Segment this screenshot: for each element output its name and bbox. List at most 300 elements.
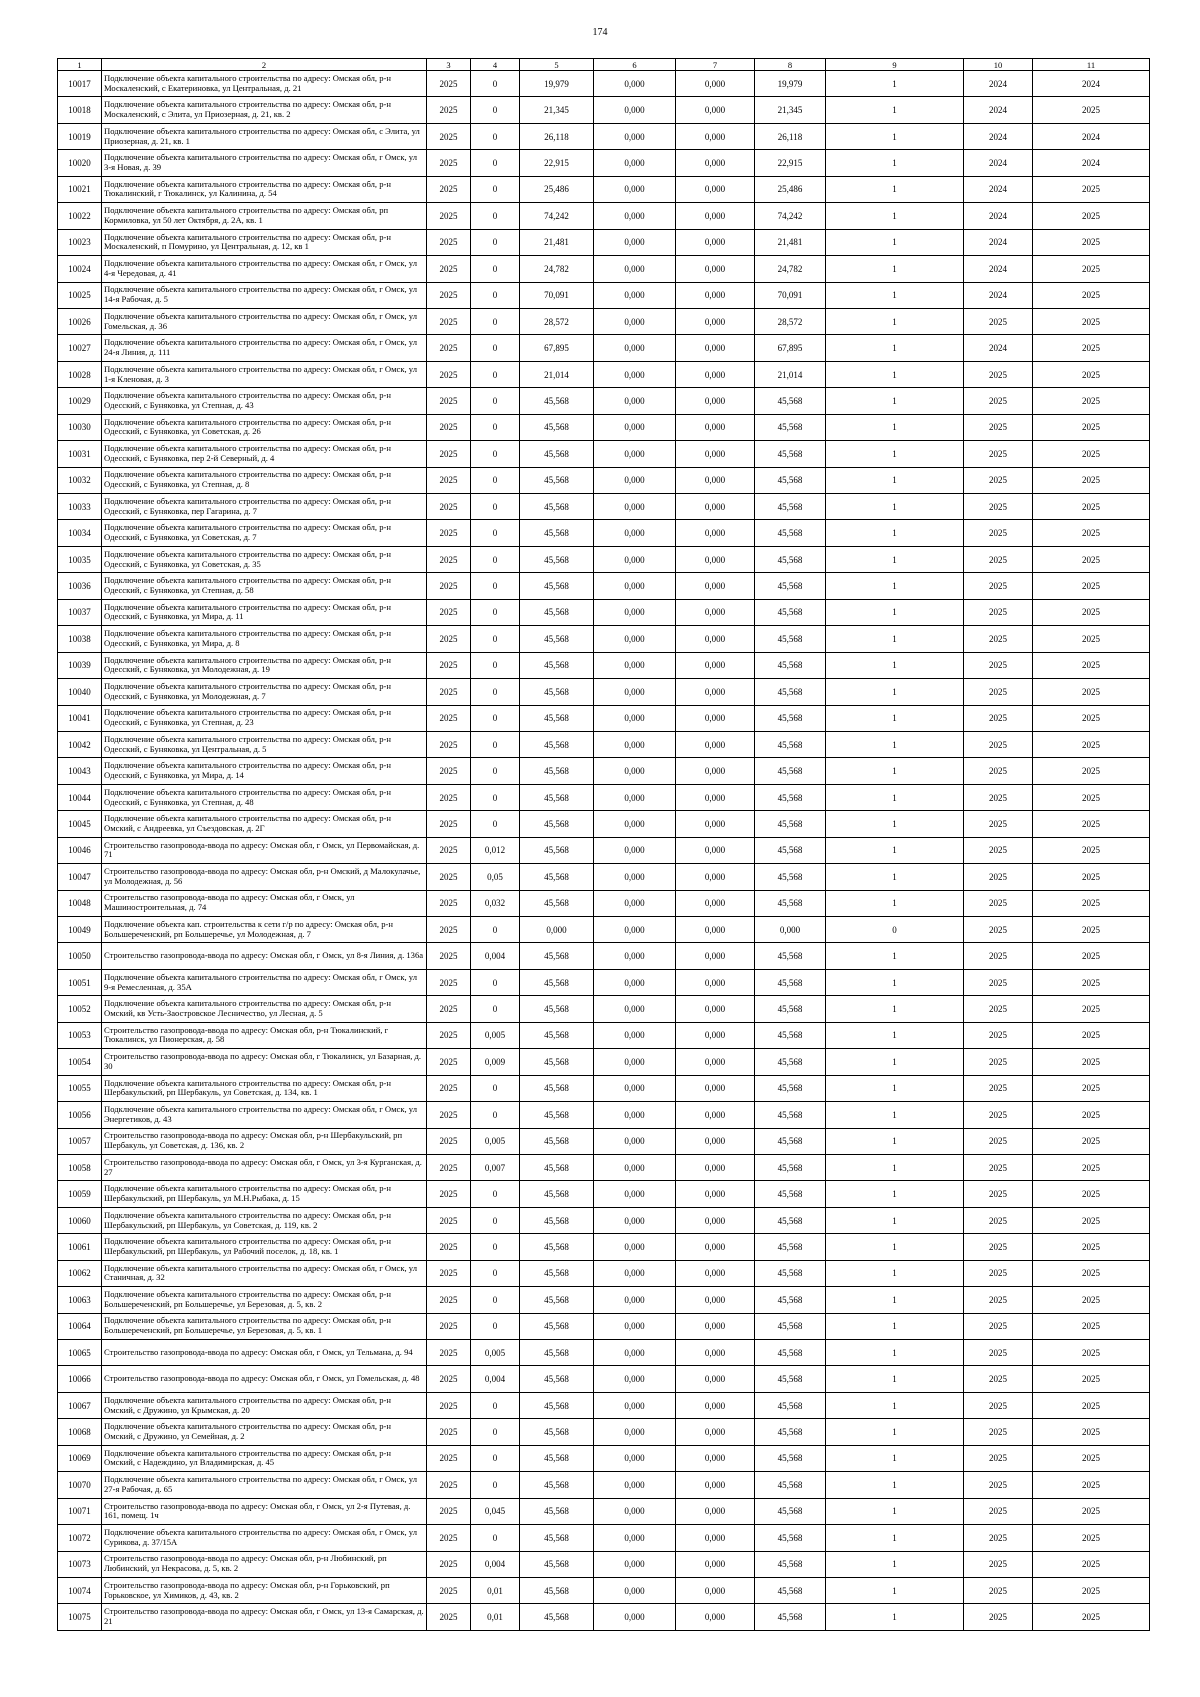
table-row xyxy=(58,1340,1150,1366)
col10-cell: 2024 xyxy=(964,335,1033,361)
col5-cell: 45,568 xyxy=(520,520,594,546)
row-id-cell: 10027 xyxy=(58,335,102,361)
year-cell: 2025 xyxy=(427,361,471,387)
col7-cell: 0,000 xyxy=(676,256,755,282)
year-cell: 2025 xyxy=(427,97,471,123)
row-id-cell: 10031 xyxy=(58,441,102,467)
col7-cell: 0,000 xyxy=(676,731,755,757)
col9-cell: 1 xyxy=(826,731,964,757)
col7-cell: 0,000 xyxy=(676,441,755,467)
row-id-cell: 10069 xyxy=(58,1445,102,1471)
col6-cell: 0,000 xyxy=(594,679,676,705)
col5-cell: 45,568 xyxy=(520,441,594,467)
col10-cell: 2025 xyxy=(964,1498,1033,1524)
col10-cell: 2025 xyxy=(964,1525,1033,1551)
year-cell: 2025 xyxy=(427,1075,471,1101)
col4-cell: 0 xyxy=(471,1260,520,1286)
description-cell: Строительство газопровода-ввода по адресу: Омская обл, р-н Тюкалинский, г Тюкалинск, ул Пионерская, д. 58 xyxy=(102,1022,427,1048)
description-cell: Подключение объекта капитального строительства по адресу: Омская обл, р-н Одесский, с Буняковка, ул Центральная, д. 5 xyxy=(102,731,427,757)
col4-cell: 0,032 xyxy=(471,890,520,916)
table-row xyxy=(58,520,1150,546)
col8-cell: 45,568 xyxy=(755,520,826,546)
col11-cell: 2025 xyxy=(1033,361,1150,387)
col9-cell: 1 xyxy=(826,1472,964,1498)
col9-cell: 1 xyxy=(826,626,964,652)
row-id-cell: 10046 xyxy=(58,837,102,863)
col6-cell: 0,000 xyxy=(594,1287,676,1313)
col4-cell: 0 xyxy=(471,520,520,546)
col9-cell: 1 xyxy=(826,1498,964,1524)
col8-cell: 45,568 xyxy=(755,1287,826,1313)
row-id-cell: 10053 xyxy=(58,1022,102,1048)
col10-cell: 2025 xyxy=(964,1366,1033,1392)
description-cell: Подключение объекта кап. строительства к сети г/р по адресу: Омская обл, р-н Большереченский, рп Большеречье, ул Молодежная, д. 7 xyxy=(102,917,427,943)
row-id-cell: 10050 xyxy=(58,943,102,969)
row-id-cell: 10067 xyxy=(58,1392,102,1418)
col10-cell: 2025 xyxy=(964,599,1033,625)
col9-cell: 1 xyxy=(826,599,964,625)
year-cell: 2025 xyxy=(427,203,471,229)
row-id-cell: 10057 xyxy=(58,1128,102,1154)
row-id-cell: 10019 xyxy=(58,123,102,149)
description-cell: Строительство газопровода-ввода по адресу: Омская обл, г Омск, ул Тельмана, д. 94 xyxy=(102,1340,427,1366)
col11-cell: 2025 xyxy=(1033,758,1150,784)
col7-cell: 0,000 xyxy=(676,705,755,731)
col5-cell: 21,014 xyxy=(520,361,594,387)
col4-cell: 0 xyxy=(471,256,520,282)
col7-cell: 0,000 xyxy=(676,599,755,625)
description-cell: Подключение объекта капитального строительства по адресу: Омская обл, г Омск, ул Гомельская, д. 36 xyxy=(102,308,427,334)
col4-cell: 0 xyxy=(471,758,520,784)
col4-cell: 0 xyxy=(471,546,520,572)
col9-cell: 1 xyxy=(826,1207,964,1233)
col8-cell: 45,568 xyxy=(755,1022,826,1048)
col10-cell: 2025 xyxy=(964,1340,1033,1366)
col10-cell: 2025 xyxy=(964,1049,1033,1075)
col6-cell: 0,000 xyxy=(594,97,676,123)
col8-cell: 0,000 xyxy=(755,917,826,943)
column-header: 9 xyxy=(826,59,964,71)
col6-cell: 0,000 xyxy=(594,837,676,863)
col6-cell: 0,000 xyxy=(594,1022,676,1048)
col5-cell: 45,568 xyxy=(520,837,594,863)
table-row xyxy=(58,1234,1150,1260)
col8-cell: 45,568 xyxy=(755,784,826,810)
year-cell: 2025 xyxy=(427,864,471,890)
col5-cell: 45,568 xyxy=(520,1577,594,1603)
year-cell: 2025 xyxy=(427,1260,471,1286)
col8-cell: 45,568 xyxy=(755,943,826,969)
table-row xyxy=(58,784,1150,810)
col9-cell: 1 xyxy=(826,256,964,282)
col7-cell: 0,000 xyxy=(676,150,755,176)
col6-cell: 0,000 xyxy=(594,1128,676,1154)
col6-cell: 0,000 xyxy=(594,917,676,943)
col5-cell: 45,568 xyxy=(520,1551,594,1577)
year-cell: 2025 xyxy=(427,969,471,995)
col7-cell: 0,000 xyxy=(676,917,755,943)
col6-cell: 0,000 xyxy=(594,308,676,334)
row-id-cell: 10039 xyxy=(58,652,102,678)
col7-cell: 0,000 xyxy=(676,837,755,863)
col6-cell: 0,000 xyxy=(594,599,676,625)
col8-cell: 19,979 xyxy=(755,71,826,97)
table-row xyxy=(58,1287,1150,1313)
col7-cell: 0,000 xyxy=(676,626,755,652)
description-cell: Подключение объекта капитального строительства по адресу: Омская обл, р-н Шербакульский, рп Шербакуль, ул Советская, д. 119, кв. 2 xyxy=(102,1207,427,1233)
description-cell: Строительство газопровода-ввода по адресу: Омская обл, р-н Горьковский, рп Горьковское, ул Химиков, д. 43, кв. 2 xyxy=(102,1577,427,1603)
col5-cell: 45,568 xyxy=(520,414,594,440)
col11-cell: 2025 xyxy=(1033,705,1150,731)
col11-cell: 2025 xyxy=(1033,203,1150,229)
year-cell: 2025 xyxy=(427,1128,471,1154)
col7-cell: 0,000 xyxy=(676,388,755,414)
col5-cell: 45,568 xyxy=(520,1207,594,1233)
description-cell: Подключение объекта капитального строительства по адресу: Омская обл, г Омск, ул Сурикова, д. 37/15А xyxy=(102,1525,427,1551)
col11-cell: 2025 xyxy=(1033,1128,1150,1154)
col8-cell: 45,568 xyxy=(755,626,826,652)
row-id-cell: 10026 xyxy=(58,308,102,334)
year-cell: 2025 xyxy=(427,335,471,361)
col4-cell: 0 xyxy=(471,599,520,625)
col4-cell: 0 xyxy=(471,335,520,361)
col5-cell: 45,568 xyxy=(520,864,594,890)
table-row xyxy=(58,1207,1150,1233)
row-id-cell: 10072 xyxy=(58,1525,102,1551)
year-cell: 2025 xyxy=(427,1154,471,1180)
description-cell: Подключение объекта капитального строительства по адресу: Омская обл, р-н Шербакульский, рп Шербакуль, ул Рабочий поселок, д. 18, кв. 1 xyxy=(102,1234,427,1260)
row-id-cell: 10068 xyxy=(58,1419,102,1445)
col8-cell: 45,568 xyxy=(755,1392,826,1418)
row-id-cell: 10022 xyxy=(58,203,102,229)
col11-cell: 2025 xyxy=(1033,1551,1150,1577)
col11-cell: 2025 xyxy=(1033,176,1150,202)
col4-cell: 0 xyxy=(471,229,520,255)
table-row xyxy=(58,599,1150,625)
col4-cell: 0 xyxy=(471,1075,520,1101)
col6-cell: 0,000 xyxy=(594,1181,676,1207)
year-cell: 2025 xyxy=(427,943,471,969)
col4-cell: 0 xyxy=(471,1313,520,1339)
col10-cell: 2025 xyxy=(964,1604,1033,1630)
year-cell: 2025 xyxy=(427,150,471,176)
description-cell: Подключение объекта капитального строительства по адресу: Омская обл, р-н Омский, с Андреевка, ул Съездовская, д. 2Г xyxy=(102,811,427,837)
column-header: 6 xyxy=(594,59,676,71)
col11-cell: 2025 xyxy=(1033,546,1150,572)
col9-cell: 1 xyxy=(826,1049,964,1075)
description-cell: Подключение объекта капитального строительства по адресу: Омская обл, р-н Одесский, с Буняковка, ул Молодежная, д. 7 xyxy=(102,679,427,705)
col9-cell: 1 xyxy=(826,388,964,414)
year-cell: 2025 xyxy=(427,414,471,440)
year-cell: 2025 xyxy=(427,1022,471,1048)
col6-cell: 0,000 xyxy=(594,123,676,149)
col10-cell: 2024 xyxy=(964,97,1033,123)
col6-cell: 0,000 xyxy=(594,1445,676,1471)
year-cell: 2025 xyxy=(427,467,471,493)
col4-cell: 0,005 xyxy=(471,1128,520,1154)
col11-cell: 2025 xyxy=(1033,1287,1150,1313)
col6-cell: 0,000 xyxy=(594,414,676,440)
col4-cell: 0 xyxy=(471,652,520,678)
table-row xyxy=(58,361,1150,387)
col6-cell: 0,000 xyxy=(594,1498,676,1524)
description-cell: Подключение объекта капитального строительства по адресу: Омская обл, р-н Одесский, с Буняковка, ул Степная, д. 48 xyxy=(102,784,427,810)
col7-cell: 0,000 xyxy=(676,1366,755,1392)
col7-cell: 0,000 xyxy=(676,1604,755,1630)
col7-cell: 0,000 xyxy=(676,97,755,123)
col11-cell: 2025 xyxy=(1033,1340,1150,1366)
row-id-cell: 10045 xyxy=(58,811,102,837)
year-cell: 2025 xyxy=(427,917,471,943)
col5-cell: 45,568 xyxy=(520,1472,594,1498)
col5-cell: 45,568 xyxy=(520,705,594,731)
col5-cell: 45,568 xyxy=(520,1287,594,1313)
table-row xyxy=(58,441,1150,467)
col9-cell: 1 xyxy=(826,1313,964,1339)
col10-cell: 2025 xyxy=(964,1551,1033,1577)
col10-cell: 2025 xyxy=(964,1260,1033,1286)
col10-cell: 2025 xyxy=(964,573,1033,599)
col9-cell: 1 xyxy=(826,1075,964,1101)
col9-cell: 1 xyxy=(826,1234,964,1260)
row-id-cell: 10059 xyxy=(58,1181,102,1207)
col9-cell: 1 xyxy=(826,1392,964,1418)
col5-cell: 45,568 xyxy=(520,1340,594,1366)
table-row xyxy=(58,1313,1150,1339)
col8-cell: 21,481 xyxy=(755,229,826,255)
column-header: 8 xyxy=(755,59,826,71)
col5-cell: 25,486 xyxy=(520,176,594,202)
table-row xyxy=(58,1154,1150,1180)
year-cell: 2025 xyxy=(427,229,471,255)
col4-cell: 0 xyxy=(471,705,520,731)
col4-cell: 0 xyxy=(471,1419,520,1445)
col9-cell: 1 xyxy=(826,943,964,969)
col7-cell: 0,000 xyxy=(676,282,755,308)
year-cell: 2025 xyxy=(427,731,471,757)
col10-cell: 2025 xyxy=(964,1313,1033,1339)
col4-cell: 0 xyxy=(471,123,520,149)
col6-cell: 0,000 xyxy=(594,1234,676,1260)
col5-cell: 45,568 xyxy=(520,758,594,784)
row-id-cell: 10042 xyxy=(58,731,102,757)
col6-cell: 0,000 xyxy=(594,546,676,572)
col9-cell: 1 xyxy=(826,229,964,255)
data-table xyxy=(57,58,1150,1631)
year-cell: 2025 xyxy=(427,837,471,863)
col10-cell: 2025 xyxy=(964,1207,1033,1233)
col11-cell: 2025 xyxy=(1033,731,1150,757)
col4-cell: 0 xyxy=(471,679,520,705)
col7-cell: 0,000 xyxy=(676,890,755,916)
row-id-cell: 10020 xyxy=(58,150,102,176)
col5-cell: 45,568 xyxy=(520,996,594,1022)
col8-cell: 21,345 xyxy=(755,97,826,123)
col6-cell: 0,000 xyxy=(594,943,676,969)
row-id-cell: 10060 xyxy=(58,1207,102,1233)
col10-cell: 2024 xyxy=(964,256,1033,282)
col6-cell: 0,000 xyxy=(594,969,676,995)
col7-cell: 0,000 xyxy=(676,1577,755,1603)
col6-cell: 0,000 xyxy=(594,1472,676,1498)
year-cell: 2025 xyxy=(427,1525,471,1551)
col9-cell: 1 xyxy=(826,123,964,149)
description-cell: Строительство газопровода-ввода по адресу: Омская обл, р-н Омский, д Малокулачье, ул Молодежная, д. 56 xyxy=(102,864,427,890)
description-cell: Строительство газопровода-ввода по адресу: Омская обл, р-н Шербакульский, рп Шербакуль, ул Советская, д. 136, кв. 2 xyxy=(102,1128,427,1154)
col5-cell: 45,568 xyxy=(520,467,594,493)
col7-cell: 0,000 xyxy=(676,335,755,361)
row-id-cell: 10061 xyxy=(58,1234,102,1260)
col9-cell: 1 xyxy=(826,996,964,1022)
description-cell: Строительство газопровода-ввода по адресу: Омская обл, г Тюкалинск, ул Базарная, д. 30 xyxy=(102,1049,427,1075)
col10-cell: 2025 xyxy=(964,1181,1033,1207)
col4-cell: 0 xyxy=(471,626,520,652)
col10-cell: 2025 xyxy=(964,758,1033,784)
col10-cell: 2025 xyxy=(964,1392,1033,1418)
col5-cell: 45,568 xyxy=(520,1181,594,1207)
table-row xyxy=(58,573,1150,599)
row-id-cell: 10017 xyxy=(58,71,102,97)
table-row xyxy=(58,1551,1150,1577)
year-cell: 2025 xyxy=(427,546,471,572)
year-cell: 2025 xyxy=(427,441,471,467)
table-row xyxy=(58,150,1150,176)
year-cell: 2025 xyxy=(427,1340,471,1366)
col8-cell: 45,568 xyxy=(755,652,826,678)
col9-cell: 1 xyxy=(826,335,964,361)
table-row xyxy=(58,811,1150,837)
col4-cell: 0 xyxy=(471,573,520,599)
description-cell: Подключение объекта капитального строительства по адресу: Омская обл, р-н Одесский, с Буняковка, ул Степная, д. 43 xyxy=(102,388,427,414)
col7-cell: 0,000 xyxy=(676,1049,755,1075)
col4-cell: 0,005 xyxy=(471,1340,520,1366)
table-row xyxy=(58,626,1150,652)
col7-cell: 0,000 xyxy=(676,308,755,334)
col9-cell: 1 xyxy=(826,282,964,308)
description-cell: Строительство газопровода-ввода по адресу: Омская обл, г Омск, ул 8-я Линия, д. 136а xyxy=(102,943,427,969)
col10-cell: 2025 xyxy=(964,1577,1033,1603)
row-id-cell: 10030 xyxy=(58,414,102,440)
col6-cell: 0,000 xyxy=(594,150,676,176)
col10-cell: 2025 xyxy=(964,1102,1033,1128)
col5-cell: 45,568 xyxy=(520,1498,594,1524)
col8-cell: 45,568 xyxy=(755,1498,826,1524)
col5-cell: 45,568 xyxy=(520,1075,594,1101)
description-cell: Подключение объекта капитального строительства по адресу: Омская обл, р-н Одесский, с Буняковка, пер Гагарина, д. 7 xyxy=(102,494,427,520)
year-cell: 2025 xyxy=(427,705,471,731)
col5-cell: 70,091 xyxy=(520,282,594,308)
column-header: 5 xyxy=(520,59,594,71)
year-cell: 2025 xyxy=(427,1181,471,1207)
description-cell: Подключение объекта капитального строительства по адресу: Омская обл, р-н Одесский, с Буняковка, ул Степная, д. 23 xyxy=(102,705,427,731)
table-row xyxy=(58,97,1150,123)
table-row xyxy=(58,1128,1150,1154)
col8-cell: 45,568 xyxy=(755,731,826,757)
col7-cell: 0,000 xyxy=(676,864,755,890)
col6-cell: 0,000 xyxy=(594,1604,676,1630)
col5-cell: 45,568 xyxy=(520,573,594,599)
col11-cell: 2025 xyxy=(1033,1102,1150,1128)
year-cell: 2025 xyxy=(427,71,471,97)
col7-cell: 0,000 xyxy=(676,467,755,493)
row-id-cell: 10034 xyxy=(58,520,102,546)
description-cell: Подключение объекта капитального строительства по адресу: Омская обл, р-н Шербакульский, рп Шербакуль, ул М.Н.Рыбака, д. 15 xyxy=(102,1181,427,1207)
col7-cell: 0,000 xyxy=(676,1207,755,1233)
col6-cell: 0,000 xyxy=(594,1049,676,1075)
col10-cell: 2025 xyxy=(964,414,1033,440)
col4-cell: 0,004 xyxy=(471,943,520,969)
col4-cell: 0 xyxy=(471,1445,520,1471)
col5-cell: 45,568 xyxy=(520,388,594,414)
col6-cell: 0,000 xyxy=(594,1419,676,1445)
col9-cell: 1 xyxy=(826,71,964,97)
year-cell: 2025 xyxy=(427,1287,471,1313)
col10-cell: 2025 xyxy=(964,890,1033,916)
col4-cell: 0,01 xyxy=(471,1604,520,1630)
col7-cell: 0,000 xyxy=(676,1234,755,1260)
description-cell: Подключение объекта капитального строительства по адресу: Омская обл, р-н Одесский, с Буняковка, пер 2-й Северный, д. 4 xyxy=(102,441,427,467)
table-row xyxy=(58,890,1150,916)
col7-cell: 0,000 xyxy=(676,1419,755,1445)
col10-cell: 2025 xyxy=(964,996,1033,1022)
col5-cell: 24,782 xyxy=(520,256,594,282)
col5-cell: 45,568 xyxy=(520,1604,594,1630)
table-row xyxy=(58,917,1150,943)
col7-cell: 0,000 xyxy=(676,1128,755,1154)
col11-cell: 2025 xyxy=(1033,1207,1150,1233)
col4-cell: 0 xyxy=(471,467,520,493)
col10-cell: 2025 xyxy=(964,917,1033,943)
col7-cell: 0,000 xyxy=(676,1392,755,1418)
col6-cell: 0,000 xyxy=(594,176,676,202)
description-cell: Подключение объекта капитального строительства по адресу: Омская обл, р-н Москаленский, с Екатериновка, ул Центральная, д. 21 xyxy=(102,71,427,97)
col6-cell: 0,000 xyxy=(594,1207,676,1233)
col4-cell: 0 xyxy=(471,1472,520,1498)
col8-cell: 45,568 xyxy=(755,837,826,863)
col5-cell: 45,568 xyxy=(520,1366,594,1392)
year-cell: 2025 xyxy=(427,176,471,202)
col7-cell: 0,000 xyxy=(676,361,755,387)
column-header: 3 xyxy=(427,59,471,71)
col10-cell: 2025 xyxy=(964,943,1033,969)
col9-cell: 1 xyxy=(826,890,964,916)
row-id-cell: 10028 xyxy=(58,361,102,387)
col8-cell: 45,568 xyxy=(755,1445,826,1471)
row-id-cell: 10037 xyxy=(58,599,102,625)
table-row xyxy=(58,1577,1150,1603)
col8-cell: 45,568 xyxy=(755,679,826,705)
col10-cell: 2025 xyxy=(964,837,1033,863)
year-cell: 2025 xyxy=(427,388,471,414)
col11-cell: 2025 xyxy=(1033,1472,1150,1498)
row-id-cell: 10058 xyxy=(58,1154,102,1180)
row-id-cell: 10029 xyxy=(58,388,102,414)
col6-cell: 0,000 xyxy=(594,652,676,678)
col5-cell: 45,568 xyxy=(520,1102,594,1128)
col10-cell: 2024 xyxy=(964,282,1033,308)
col6-cell: 0,000 xyxy=(594,282,676,308)
col5-cell: 45,568 xyxy=(520,546,594,572)
col11-cell: 2025 xyxy=(1033,467,1150,493)
year-cell: 2025 xyxy=(427,308,471,334)
col5-cell: 45,568 xyxy=(520,943,594,969)
table-row xyxy=(58,308,1150,334)
description-cell: Подключение объекта капитального строительства по адресу: Омская обл, г Омск, ул 3-я Новая, д. 39 xyxy=(102,150,427,176)
col7-cell: 0,000 xyxy=(676,943,755,969)
col11-cell: 2025 xyxy=(1033,917,1150,943)
table-row xyxy=(58,335,1150,361)
col6-cell: 0,000 xyxy=(594,71,676,97)
